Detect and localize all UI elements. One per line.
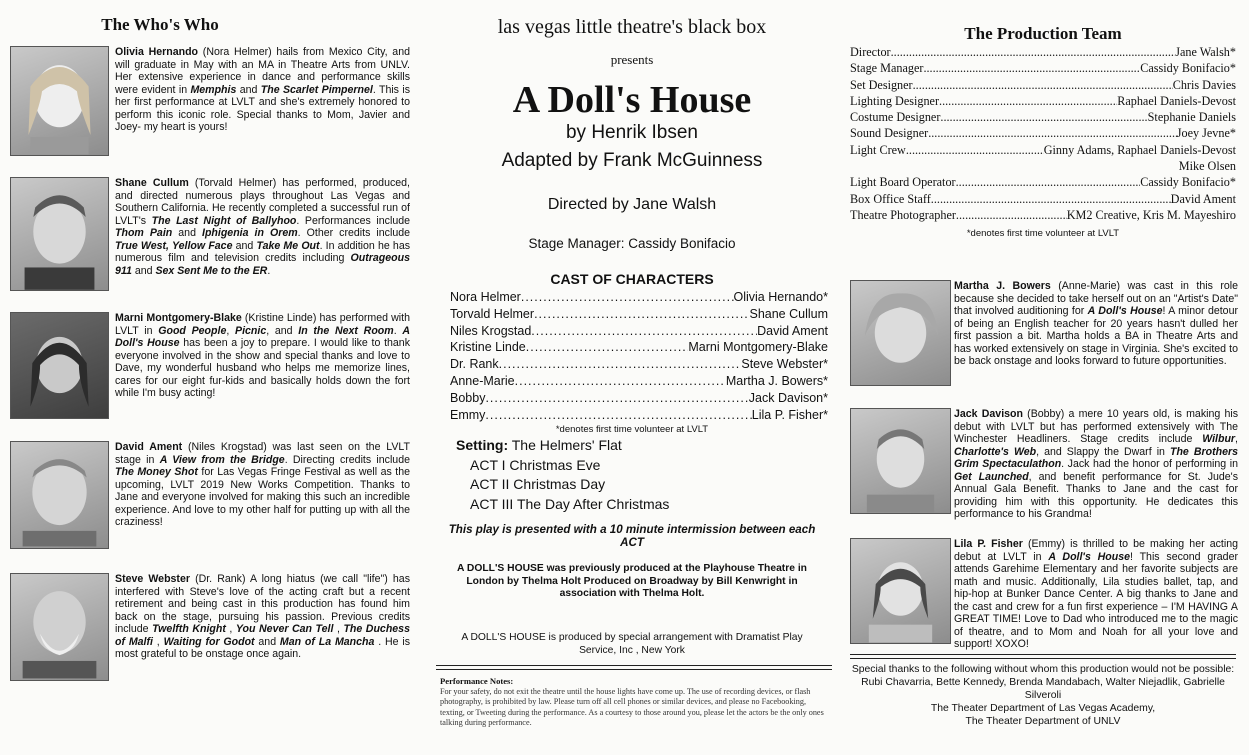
team-row: [850, 142, 1236, 158]
headshot-marni-photo: [10, 312, 109, 419]
team-role: Set Designer: [850, 77, 913, 92]
cast-role: Niles Krogstad: [450, 323, 532, 338]
production-team-title: The Production Team: [964, 24, 1122, 43]
bio-text-run: and: [236, 83, 261, 96]
headshot-martha-photo: [850, 280, 951, 386]
play-title: A Doll's House: [512, 79, 752, 121]
headshot-olivia-photo: [10, 46, 109, 156]
dot-leader: [534, 306, 749, 323]
bio-text-lila: [954, 538, 1238, 651]
bio-credit-title: Memphis: [190, 83, 237, 96]
bio-credit-title: The Money Shot: [115, 466, 198, 478]
team-role: Sound Designer: [850, 126, 929, 141]
bio-text-run: is thrilled to be making her acting debut at LVLT in: [954, 538, 1238, 563]
bio-role: (Bobby): [1022, 408, 1069, 420]
divider: [850, 654, 1236, 655]
bio-text-david: [115, 441, 410, 529]
divider: [436, 665, 832, 666]
bio-role: (Anne-Marie): [1050, 280, 1128, 292]
bio-text-run: ,: [1235, 433, 1238, 445]
team-member: Stephanie Daniels: [1147, 110, 1236, 125]
divider: [436, 669, 832, 670]
team-role: Theatre Photographer: [850, 207, 956, 222]
adaptation-line: Adapted by Frank McGuinness: [501, 150, 763, 171]
team-row: [850, 158, 1236, 174]
bio-shane: [10, 177, 410, 292]
divider: [850, 658, 1236, 659]
team-volunteer-note: *denotes first time volunteer at LVLT: [966, 228, 1120, 239]
team-member: Jane Walsh*: [1175, 45, 1236, 59]
team-member: Ginny Adams, Raphael Daniels-Devost: [1043, 142, 1236, 157]
bio-name: David Ament: [115, 441, 183, 453]
whos-who-title: The Who's Who: [101, 15, 219, 34]
bio-credit-title: Charlotte's Web: [954, 445, 1037, 458]
bio-credit-title: True West, Yellow Face: [115, 239, 233, 252]
dot-leader: [521, 289, 734, 306]
cast-role: Nora Helmer: [450, 290, 521, 304]
cast-actor: Lila P. Fisher*: [751, 407, 828, 422]
act-line: ACT II Christmas Day: [470, 476, 606, 492]
team-row: [850, 207, 1236, 223]
bio-credit-title: A View from the Bridge: [159, 453, 285, 466]
bio-text-run: a mere 10 years old, is making his debut with LVLT but has performed extensively with The Winchester Headliners. Stage credits include: [954, 408, 1238, 445]
bio-text-run: and: [254, 635, 280, 648]
team-member: Cassidy Bonifacio*: [1140, 175, 1236, 190]
program-cover-column: [426, 0, 838, 755]
director-line: Directed by Jane Walsh: [547, 196, 717, 213]
bio-credit-title: Waiting for Godot: [163, 635, 255, 648]
team-member: Joey Jevne*: [1176, 126, 1236, 141]
bio-credit-title: Outrageous 911: [115, 252, 410, 277]
bio-role: (Emmy): [1022, 538, 1071, 550]
bio-credit-title: A Doll's House: [1087, 305, 1163, 317]
bio-text-run: .: [393, 324, 403, 337]
thanks-org: The Theater Department of Las Vegas Academy,: [930, 703, 1156, 714]
bio-credit-title: The Scarlet Pimpernel: [260, 83, 373, 96]
bio-text-jack: [954, 408, 1238, 521]
performance-notes-text: For your safety, do not exit the theatre until the house lights have come up. The use of recording devices, or flash photography, is prohibited by law. Please turn off all cell phones or similar devices, and please no Facebooking, texting, or Tweeting during the performance. As a courtesy to those around you, please let the actors be the only ones talking during performance.: [440, 686, 824, 728]
bio-jack: [850, 408, 1238, 520]
bio-credit-title: You Never Can Tell: [235, 623, 334, 635]
team-role: Costume Designer: [850, 110, 941, 125]
bio-text-run: ,: [226, 324, 235, 337]
bio-text-run: . Other credits include: [297, 227, 410, 239]
team-row: [850, 60, 1236, 76]
dot-leader: [940, 109, 1147, 125]
bio-name: Steve Webster: [115, 573, 190, 585]
bio-text-run: . Performances include: [296, 214, 411, 227]
team-role: Lighting Designer: [850, 93, 940, 108]
setting-block: [456, 436, 669, 514]
team-role: Box Office Staff: [850, 191, 931, 206]
rights-note: A DOLL'S HOUSE is produced by special arrangement with Dramatist Play Service, Inc , New York: [461, 632, 803, 656]
dot-leader: [906, 142, 1044, 158]
bio-text-run: A long hiatus (we call "life") has interfered with Steve's love of the acting craft but a recent retirement and being cast in this production has found him back on the stage, pursuing his passion. Previous credits include: [115, 573, 410, 635]
cast-row: [450, 373, 828, 390]
bio-text-run: ,: [225, 623, 236, 635]
cast-role: Bobby: [450, 390, 486, 405]
cast-row: [450, 356, 828, 373]
cast-role: Anne-Marie: [450, 373, 515, 388]
bio-david: [10, 441, 410, 549]
bio-credit-title: The Duchess of Malfi: [115, 623, 410, 648]
team-row: [850, 77, 1236, 93]
team-role: Stage Manager: [850, 61, 924, 76]
cast-row: [450, 306, 828, 323]
setting-value: The Helmers' Flat: [511, 437, 622, 453]
bio-credit-title: Get Launched: [954, 470, 1029, 483]
dot-leader: [485, 407, 751, 424]
team-row: [850, 174, 1236, 190]
bio-text-run: was last seen on the LVLT stage in: [115, 441, 410, 466]
cast-role: Torvald Helmer: [450, 306, 535, 321]
bio-credit-title: Picnic: [235, 324, 267, 337]
team-member: Raphael Daniels-Devost: [1117, 93, 1236, 108]
dot-leader: [913, 77, 1173, 93]
bio-text-run: ! A minor detour of being an English teacher for 20 years hasn't dulled her first passion a bit. Martha holds a BA in Theatre Arts and has worked extensively on stage in Virginia. She's excited to be back onstage and looks forward to future opportunities.: [954, 305, 1238, 367]
bio-text-steve: [115, 573, 410, 661]
bio-text-run: , and Slappy the Dwarf in: [1036, 445, 1170, 458]
team-member: Cassidy Bonifacio*: [1140, 61, 1236, 76]
production-history: A DOLL'S HOUSE was previously produced at the Playhouse Theatre in London by Thelma Holt Produced on Broadway by Bill Kenwright in association with Thelma Holt.: [457, 563, 807, 599]
cast-actor: Jack Davison*: [748, 390, 828, 405]
bio-text-olivia: [115, 46, 410, 134]
team-role: Director: [850, 45, 891, 59]
bio-text-martha: [954, 280, 1238, 368]
performance-notes-heading: Performance Notes:: [440, 676, 514, 686]
team-role: Light Board Operator: [850, 175, 956, 190]
dot-leader: [928, 125, 1177, 141]
bio-text-run: and: [232, 239, 257, 252]
bio-name: Marni Montgomery-Blake: [115, 312, 242, 324]
bio-text-run: ,: [333, 623, 344, 635]
bio-role: (Kristine Linde): [241, 312, 320, 324]
bio-credit-title: Wilbur: [1202, 433, 1236, 445]
bio-credit-title: Iphigenia in Orem: [202, 227, 298, 239]
act-line: ACT III The Day After Christmas: [470, 495, 670, 512]
intermission-note: This play is presented with a 10 minute intermission between each ACT: [448, 523, 816, 549]
headshot-david-photo: [10, 441, 109, 549]
theatre-name: las vegas little theatre's black box: [497, 16, 767, 38]
production-team-column: [838, 0, 1249, 755]
dot-leader: [891, 44, 1176, 60]
bio-role: (Dr. Rank): [189, 573, 250, 585]
bio-text-run: . In addition he has numerous film and television credits including: [115, 239, 411, 264]
bio-martha: [850, 280, 1238, 390]
bio-steve: [10, 573, 410, 680]
cast-row: [450, 390, 828, 407]
dot-leader: [526, 339, 689, 356]
dot-leader: [531, 323, 757, 340]
bio-text-run: . Directing credits include: [284, 453, 410, 466]
headshot-lila-photo: [850, 538, 951, 644]
team-row: [850, 125, 1236, 141]
bio-credit-title: Twelfth Knight: [152, 623, 226, 635]
team-role: Light Crew: [850, 142, 906, 157]
team-row: [850, 109, 1236, 125]
cast-role: Dr. Rank: [450, 357, 499, 372]
bio-role: (Niles Krogstad): [182, 441, 273, 453]
cast-volunteer-note: *denotes first time volunteer at LVLT: [555, 424, 709, 435]
team-row: [850, 93, 1236, 109]
bio-text-run: has performed, produced, and directed numerous plays throughout Las Vegas and Southern California. He recently completed a successful run of LVLT's: [115, 177, 410, 227]
cast-row: [450, 339, 828, 356]
team-member: Mike Olsen: [1178, 159, 1236, 174]
bio-text-run: , and: [266, 324, 299, 337]
bio-credit-title: Sex Sent Me to the ER: [155, 264, 268, 277]
cast-actor: Steve Webster*: [741, 357, 828, 372]
author-line: by Henrik Ibsen: [565, 122, 698, 143]
headshot-jack-photo: [850, 408, 951, 514]
bio-text-run: has been a joy to prepare. I would like to thank everyone involved in the show and special thanks and love to Dave, my wonderful husband who helps me memorize lines, cares for our eight fur-kids and basically holds down the fort while I'm busy acting!: [115, 337, 410, 399]
dot-leader: [939, 93, 1117, 109]
cast-heading: CAST OF CHARACTERS: [550, 271, 714, 287]
bio-text-run: and: [131, 264, 156, 277]
bio-credit-title: The Last Night of Ballyhoo: [151, 214, 297, 227]
bio-credit-title: In the Next Room: [298, 324, 394, 337]
cast-actor: Martha J. Bowers*: [725, 373, 828, 388]
dot-leader: [956, 207, 1067, 223]
cast-role: Emmy: [450, 407, 486, 422]
dot-leader: [499, 356, 742, 373]
cast-row: [450, 289, 828, 306]
whos-who-column: [0, 0, 426, 755]
thanks-heading: Special thanks to the following without whom this production would not be possible:: [851, 664, 1235, 675]
bio-text-run: hails from Mexico City, and will graduate in May with an MA in Theatre Arts from UNLV. Her extensive experience in dance and performance skills were evident in: [115, 46, 410, 96]
bio-text-run: was cast in this role because she decided to take herself out on an "Artist's Date" that involved auditioning for: [954, 280, 1238, 317]
cast-actor: Olivia Hernando*: [733, 290, 828, 304]
team-row: [850, 44, 1236, 60]
bio-text-shane: [115, 177, 410, 277]
bio-name: Olivia Hernando: [115, 46, 199, 58]
bio-credit-title: Take Me Out: [256, 239, 320, 252]
act-line: ACT I Christmas Eve: [470, 456, 601, 473]
presents-label: presents: [610, 52, 654, 67]
setting-label: Setting:: [456, 437, 509, 453]
cast-actor: David Ament: [757, 323, 828, 338]
team-member: KM2 Creative, Kris M. Mayeshiro: [1066, 207, 1236, 222]
bio-name: Jack Davison: [954, 408, 1023, 420]
bio-text-run: , and benefit performance for St. Jude's Annual Gala Benefit. Thanks to Jane and the cast for providing him with this opportunity. He dedicates this performance to his Grandma!: [954, 470, 1238, 520]
bio-text-run: ,: [152, 635, 164, 648]
bio-name: Lila P. Fisher: [954, 538, 1023, 550]
cast-row: [450, 407, 828, 424]
thanks-org: The Theater Department of UNLV: [965, 716, 1121, 727]
bio-olivia: [10, 46, 410, 156]
bio-text-run: .: [267, 264, 271, 277]
dot-leader: [956, 174, 1141, 190]
bio-credit-title: Thom Pain: [115, 227, 173, 239]
cast-row: [450, 323, 828, 340]
team-member: Chris Davies: [1172, 77, 1236, 92]
headshot-steve-photo: [10, 573, 109, 681]
dot-leader: [485, 390, 748, 407]
bio-credit-title: The Brothers Grim Spectaculathon: [954, 445, 1239, 470]
bio-lila: [850, 538, 1238, 650]
bio-text-marni: [115, 312, 410, 400]
bio-name: Martha J. Bowers: [954, 280, 1051, 292]
stage-manager-line: Stage Manager: Cassidy Bonifacio: [528, 236, 736, 251]
bio-role: (Nora Helmer): [198, 46, 277, 58]
bio-text-run: and: [172, 227, 202, 239]
bio-text-run: . He is most grateful to be onstage once again.: [115, 635, 411, 660]
bio-text-run: has performed with LVLT in: [115, 312, 410, 337]
team-row: [850, 191, 1236, 207]
bio-marni: [10, 312, 410, 419]
thanks-names: Rubi Chavarria, Bette Kennedy, Brenda Mandabach, Walter Niejadlik, Gabrielle Silveroli: [861, 677, 1225, 701]
bio-text-run: for Las Vegas Fringe Festival as well as the upcoming, LVLT 2019 New Works Competition. Thanks to Jane and everyone involved for making this such an incredible experience. And love to my other half for putting up with all the craziness!: [115, 466, 410, 528]
bio-credit-title: A Doll's House: [1048, 550, 1131, 563]
bio-name: Shane Cullum: [115, 177, 189, 189]
bio-credit-title: Good People: [158, 324, 227, 337]
special-thanks: [850, 663, 1236, 728]
bio-text-run: . This is her first performance at LVLT and she's extremely honored to perform this iconic role. Special thanks to Mom, Javier and Joey- my heart is yours!: [115, 83, 410, 133]
bio-role: (Torvald Helmer): [188, 177, 283, 189]
bio-text-run: ! This second grader attends Garehime Elementary and her favorite subjects are math and music. Additionally, Lila studies ballet, tap, and hip-hop at Bunker Dance Center. A big thanks to Jane and the cast and crew for a fun first experience – I'M HAVING A GREAT TIME! Love to Dad who introduced me to the magic of theatre, and to Mom and Noah for all your love and support! XOXO!: [954, 550, 1238, 650]
cast-actor: Marni Montgomery-Blake: [688, 340, 828, 355]
dot-leader: [515, 373, 726, 390]
headshot-shane-photo: [10, 177, 109, 291]
production-team-list: [850, 44, 1236, 223]
cast-list: [450, 289, 828, 423]
dot-leader: [923, 60, 1140, 76]
cast-actor: Shane Cullum: [749, 306, 828, 321]
cast-role: Kristine Linde: [450, 340, 526, 355]
dot-leader: [931, 191, 1171, 207]
bio-credit-title: Man of La Mancha: [279, 635, 375, 648]
performance-notes: [440, 676, 832, 729]
team-member: David Ament: [1170, 191, 1236, 206]
bio-credit-title: A Doll's House: [115, 324, 410, 349]
bio-text-run: . Jack had the honor of performing in: [1061, 458, 1238, 470]
